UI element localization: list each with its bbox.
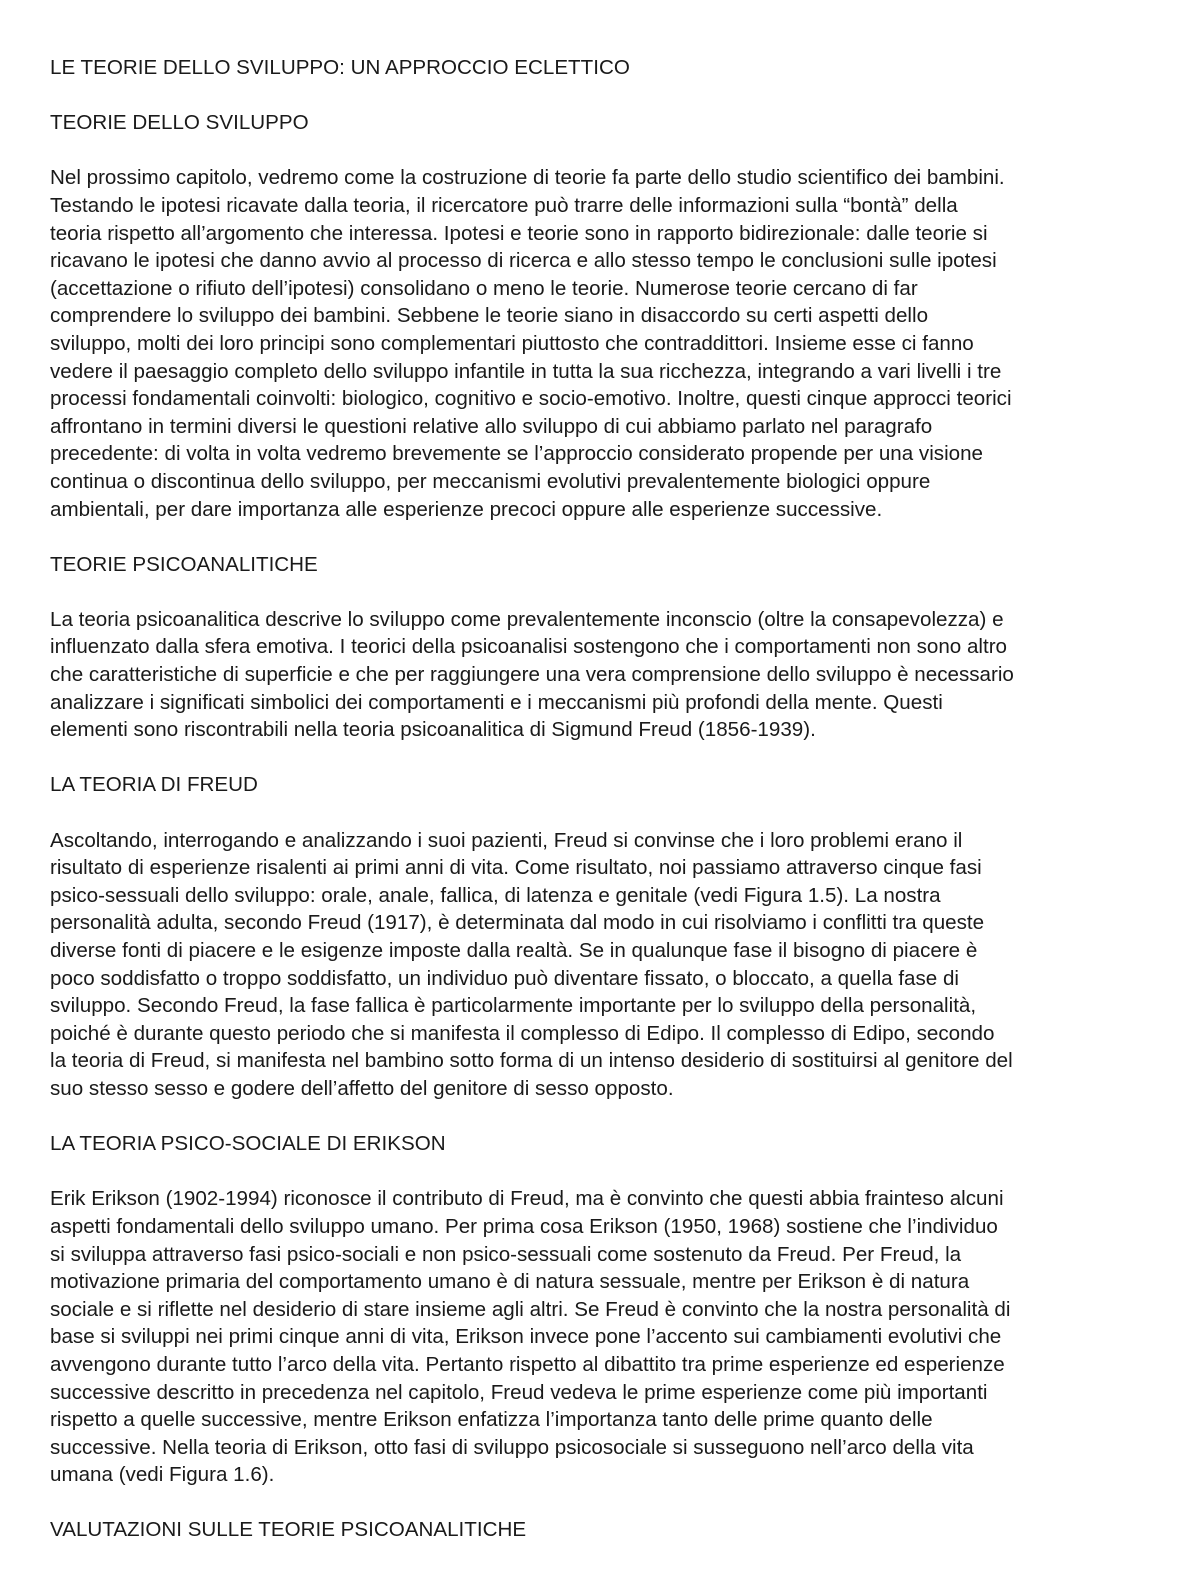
- paragraph-line: comprendere lo sviluppo dei bambini. Sebbene le teorie siano in disaccordo su certi aspetti dello: [50, 304, 929, 328]
- document-body: [50, 109, 1154, 1544]
- paragraph-line: successive descritto in precedenza nel capitolo, Freud vedeva le prime esperienze come più importanti: [50, 1380, 988, 1404]
- paragraph-line: avvengono durante tutto l’arco della vita. Pertanto rispetto al dibattito tra prime esperienze ed esperienze: [50, 1352, 1005, 1376]
- paragraph-line: ricavano le ipotesi che danno avvio al processo di ricerca e allo stesso tempo le conclusioni sulle ipotesi: [50, 249, 997, 273]
- paragraph-line: affrontano in termini diversi le questioni relative allo sviluppo di cui abbiamo parlato nel paragrafo: [50, 414, 933, 438]
- section-heading: TEORIE PSICOANALITICHE: [50, 552, 318, 576]
- document-page: [50, 54, 1154, 1572]
- paragraph-line: elementi sono riscontrabili nella teoria psicoanalitica di Sigmund Freud (1856-1939).: [50, 718, 816, 742]
- paragraph-line: Erik Erikson (1902-1994) riconosce il contributo di Freud, ma è convinto che questi abbia frainteso alcuni: [50, 1187, 1004, 1211]
- section-paragraph: [50, 606, 1154, 744]
- paragraph-line: successive. Nella teoria di Erikson, otto fasi di sviluppo psicosociale si susseguono nell’arco della vita: [50, 1435, 974, 1459]
- paragraph-line: influenzato dalla sfera emotiva. I teorici della psicoanalisi sostengono che i comportamenti non sono altro: [50, 635, 1008, 659]
- paragraph-line: vedere il paesaggio completo dello sviluppo infantile in tutta la sua ricchezza, integrando a vari livelli i tre: [50, 359, 1002, 383]
- paragraph-line: si sviluppa attraverso fasi psico-sociali e non psico-sessuali come sostenuto da Freud. Per Freud, la: [50, 1242, 962, 1266]
- section-heading: TEORIE DELLO SVILUPPO: [50, 111, 309, 135]
- section-heading: LA TEORIA DI FREUD: [50, 773, 258, 797]
- paragraph-line: motivazione primaria del comportamento umano è di natura sessuale, mentre per Erikson è di natura: [50, 1270, 970, 1294]
- paragraph-line: diverse fonti di piacere e le esigenze imposte dalla realtà. Se in qualunque fase il bisogno di piacere è: [50, 939, 978, 962]
- paragraph-line: che caratteristiche di superficie e che per raggiungere una vera comprensione dello sviluppo è necessario: [50, 663, 1014, 687]
- paragraph-line: ambientali, per dare importanza alle esperienze precoci oppure alle esperienze successive.: [50, 497, 883, 521]
- paragraph-line: umana (vedi Figura 1.6).: [50, 1463, 275, 1487]
- paragraph-line: aspetti fondamentali dello sviluppo umano. Per prima cosa Erikson (1950, 1968) sostiene che l’individuo: [50, 1214, 998, 1238]
- paragraph-line: Testando le ipotesi ricavate dalla teoria, il ricercatore può trarre delle informazioni sulla “bontà” della: [50, 193, 958, 217]
- paragraph-line: analizzare i significati simbolici dei comportamenti e i meccanismi più profondi della mente. Questi: [50, 690, 943, 714]
- section-paragraph: [50, 1185, 1154, 1489]
- paragraph-line: base si sviluppi nei primi cinque anni di vita, Erikson invece pone l’accento sui cambiamenti evolutivi che: [50, 1325, 1002, 1349]
- paragraph-line: Ascoltando, interrogando e analizzando i suoi pazienti, Freud si convinse che i loro problemi erano il: [50, 828, 963, 852]
- paragraph-line: psico-sessuali dello sviluppo: orale, anale, fallica, di latenza e genitale (vedi Figura 1.5). La nostra: [50, 883, 941, 907]
- section-heading: VALUTAZIONI SULLE TEORIE PSICOANALITICHE: [50, 1518, 527, 1542]
- paragraph-line: continua o discontinua dello sviluppo, per meccanismi evolutivi prevalentemente biologici oppure: [50, 469, 931, 493]
- paragraph-line: poiché è durante questo periodo che si manifesta il complesso di Edipo. Il complesso di Edipo, secondo: [50, 1021, 995, 1045]
- section-paragraph: [50, 164, 1154, 523]
- paragraph-line: teoria rispetto all’argomento che interessa. Ipotesi e teorie sono in rapporto bidirezionale: dalle teorie si: [50, 221, 988, 245]
- paragraph-line: suo stesso sesso e godere dell’affetto del genitore di sesso opposto.: [50, 1076, 674, 1100]
- section-heading: LA TEORIA PSICO-SOCIALE DI ERIKSON: [50, 1132, 446, 1156]
- paragraph-line: sociale e si riflette nel desiderio di stare insieme agli altri. Se Freud è convinto che la nostra personalità di: [50, 1297, 1011, 1321]
- paragraph-line: rispetto a quelle successive, mentre Erikson enfatizza l’importanza tanto delle prime quanto delle: [50, 1408, 933, 1432]
- paragraph-line: sviluppo, molti dei loro principi sono complementari piuttosto che contraddittori. Insieme esse ci fanno: [50, 331, 974, 355]
- paragraph-line: La teoria psicoanalitica descrive lo sviluppo come prevalentemente inconscio (oltre la consapevolezza) e: [50, 607, 1004, 631]
- paragraph-line: Nel prossimo capitolo, vedremo come la costruzione di teorie fa parte dello studio scientifico dei bambini.: [50, 166, 1005, 190]
- paragraph-line: personalità adulta, secondo Freud (1917), è determinata dal modo in cui risolviamo i conflitti tra queste: [50, 911, 985, 935]
- paragraph-line: sviluppo. Secondo Freud, la fase fallica è particolarmente importante per lo sviluppo della personalità,: [50, 994, 977, 1018]
- paragraph-line: poco soddisfatto o troppo soddisfatto, un individuo può diventare fissato, o bloccato, a quella fase di: [50, 966, 960, 990]
- paragraph-line: processi fondamentali coinvolti: biologico, cognitivo e socio-emotivo. Inoltre, questi cinque approcci teorici: [50, 387, 1012, 411]
- document-title: LE TEORIE DELLO SVILUPPO: UN APPROCCIO ECLETTICO: [50, 56, 630, 79]
- paragraph-line: (accettazione o rifiuto dell’ipotesi) consolidano o meno le teorie. Numerose teorie cercano di far: [50, 276, 918, 300]
- paragraph-line: precedente: di volta in volta vedremo brevemente se l’approccio considerato propende per una visione: [50, 442, 984, 466]
- section-paragraph: [50, 827, 1154, 1103]
- paragraph-line: la teoria di Freud, si manifesta nel bambino sotto forma di un intenso desiderio di sostituirsi al genitore del: [50, 1049, 1013, 1073]
- paragraph-line: risultato di esperienze risalenti ai primi anni di vita. Come risultato, noi passiamo attraverso cinque fasi: [50, 856, 982, 880]
